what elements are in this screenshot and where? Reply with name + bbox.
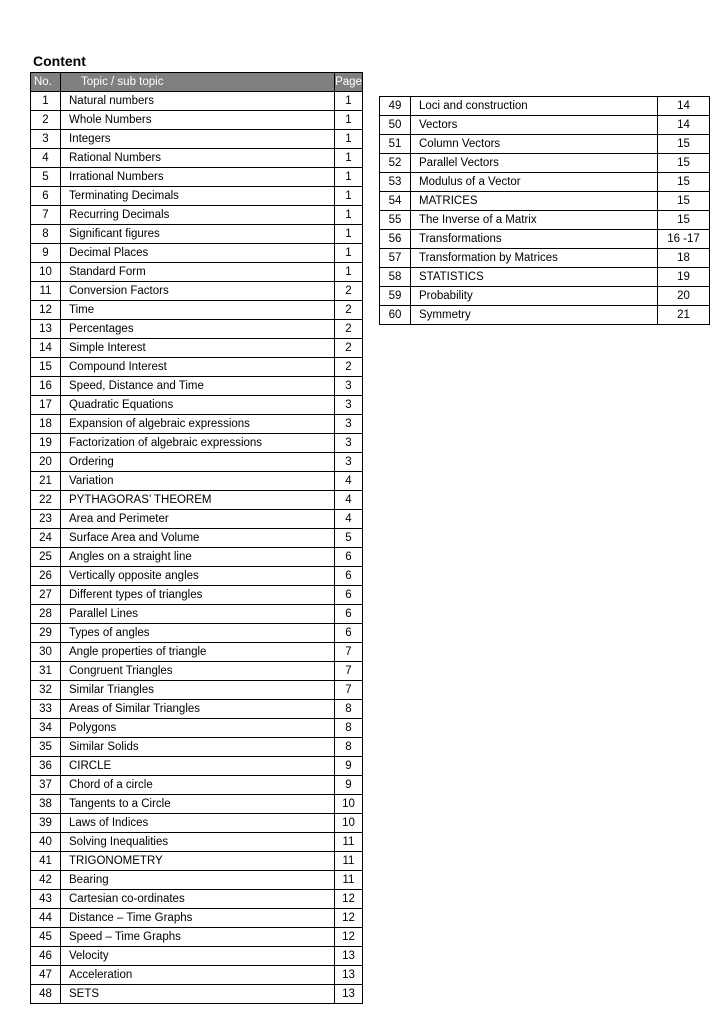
row-number: 29	[31, 624, 61, 643]
row-page: 6	[335, 548, 363, 567]
table-row	[380, 249, 710, 268]
row-page: 4	[335, 472, 363, 491]
row-topic: The Inverse of a Matrix	[411, 211, 658, 230]
row-page: 3	[335, 377, 363, 396]
row-page: 19	[658, 268, 710, 287]
row-number: 58	[380, 268, 411, 287]
row-topic: Similar Solids	[61, 738, 335, 757]
table-row	[31, 662, 363, 681]
table-row	[31, 434, 363, 453]
row-topic: Percentages	[61, 320, 335, 339]
row-page: 12	[335, 890, 363, 909]
table-row	[31, 377, 363, 396]
row-page: 2	[335, 301, 363, 320]
table-row	[31, 92, 363, 111]
row-page: 10	[335, 795, 363, 814]
row-topic: Vectors	[411, 116, 658, 135]
row-page: 18	[658, 249, 710, 268]
row-topic: Velocity	[61, 947, 335, 966]
row-page: 6	[335, 605, 363, 624]
row-page: 10	[335, 814, 363, 833]
row-page: 1	[335, 168, 363, 187]
row-topic: MATRICES	[411, 192, 658, 211]
table-row	[31, 453, 363, 472]
row-page: 11	[335, 871, 363, 890]
table-row	[31, 719, 363, 738]
row-number: 52	[380, 154, 411, 173]
row-number: 48	[31, 985, 61, 1004]
row-topic: Area and Perimeter	[61, 510, 335, 529]
row-page: 3	[335, 453, 363, 472]
table-row	[31, 871, 363, 890]
row-topic: Different types of triangles	[61, 586, 335, 605]
table-row	[380, 173, 710, 192]
row-topic: Terminating Decimals	[61, 187, 335, 206]
row-topic: Speed, Distance and Time	[61, 377, 335, 396]
row-number: 1	[31, 92, 61, 111]
row-page: 1	[335, 111, 363, 130]
row-topic: CIRCLE	[61, 757, 335, 776]
row-page: 9	[335, 757, 363, 776]
row-page: 6	[335, 586, 363, 605]
table-row	[380, 230, 710, 249]
row-topic: Transformation by Matrices	[411, 249, 658, 268]
table-row	[31, 985, 363, 1004]
row-page: 11	[335, 852, 363, 871]
row-number: 26	[31, 567, 61, 586]
table-row	[380, 192, 710, 211]
row-topic: Surface Area and Volume	[61, 529, 335, 548]
table-row	[31, 111, 363, 130]
row-page: 8	[335, 700, 363, 719]
row-topic: Ordering	[61, 453, 335, 472]
row-page: 1	[335, 206, 363, 225]
row-number: 11	[31, 282, 61, 301]
row-number: 55	[380, 211, 411, 230]
row-topic: Parallel Lines	[61, 605, 335, 624]
row-page: 13	[335, 966, 363, 985]
row-page: 1	[335, 263, 363, 282]
row-page: 20	[658, 287, 710, 306]
table-row	[31, 605, 363, 624]
header-page: Page	[335, 73, 363, 92]
row-number: 21	[31, 472, 61, 491]
row-topic: Tangents to a Circle	[61, 795, 335, 814]
row-topic: STATISTICS	[411, 268, 658, 287]
row-topic: Congruent Triangles	[61, 662, 335, 681]
row-page: 9	[335, 776, 363, 795]
table-row	[31, 586, 363, 605]
row-page: 12	[335, 928, 363, 947]
row-page: 3	[335, 396, 363, 415]
table-row	[31, 795, 363, 814]
row-number: 33	[31, 700, 61, 719]
row-page: 1	[335, 187, 363, 206]
table-row	[380, 268, 710, 287]
table-row	[31, 244, 363, 263]
row-number: 59	[380, 287, 411, 306]
row-page: 2	[335, 358, 363, 377]
row-page: 14	[658, 116, 710, 135]
row-page: 7	[335, 643, 363, 662]
table-row	[31, 339, 363, 358]
row-number: 40	[31, 833, 61, 852]
row-number: 51	[380, 135, 411, 154]
row-topic: Distance – Time Graphs	[61, 909, 335, 928]
row-topic: Types of angles	[61, 624, 335, 643]
row-topic: PYTHAGORAS’ THEOREM	[61, 491, 335, 510]
row-page: 3	[335, 415, 363, 434]
table-row	[31, 396, 363, 415]
row-page: 15	[658, 173, 710, 192]
row-topic: Angles on a straight line	[61, 548, 335, 567]
row-topic: Laws of Indices	[61, 814, 335, 833]
table-row	[380, 116, 710, 135]
row-topic: Parallel Vectors	[411, 154, 658, 173]
row-page: 6	[335, 567, 363, 586]
table-row	[31, 491, 363, 510]
row-topic: Compound Interest	[61, 358, 335, 377]
row-number: 22	[31, 491, 61, 510]
table-row	[31, 187, 363, 206]
row-number: 35	[31, 738, 61, 757]
row-topic: Polygons	[61, 719, 335, 738]
row-page: 1	[335, 92, 363, 111]
table-row	[380, 306, 710, 325]
row-topic: Whole Numbers	[61, 111, 335, 130]
row-topic: Acceleration	[61, 966, 335, 985]
row-topic: SETS	[61, 985, 335, 1004]
table-row	[31, 776, 363, 795]
row-topic: Symmetry	[411, 306, 658, 325]
row-page: 12	[335, 909, 363, 928]
table-row	[31, 415, 363, 434]
row-topic: Angle properties of triangle	[61, 643, 335, 662]
row-topic: Natural numbers	[61, 92, 335, 111]
row-number: 39	[31, 814, 61, 833]
table-header-row	[31, 73, 363, 92]
row-topic: Simple Interest	[61, 339, 335, 358]
row-number: 23	[31, 510, 61, 529]
table-row	[31, 947, 363, 966]
table-row	[31, 529, 363, 548]
row-number: 18	[31, 415, 61, 434]
row-page: 13	[335, 985, 363, 1004]
table-row	[31, 852, 363, 871]
row-number: 15	[31, 358, 61, 377]
contents-table-left	[30, 72, 363, 1004]
table-row	[31, 909, 363, 928]
row-topic: Quadratic Equations	[61, 396, 335, 415]
row-number: 42	[31, 871, 61, 890]
row-number: 24	[31, 529, 61, 548]
table-row	[31, 757, 363, 776]
row-topic: Chord of a circle	[61, 776, 335, 795]
page-title: Content	[33, 53, 86, 69]
row-number: 9	[31, 244, 61, 263]
row-topic: Variation	[61, 472, 335, 491]
row-topic: Standard Form	[61, 263, 335, 282]
row-topic: Solving Inequalities	[61, 833, 335, 852]
row-topic: Cartesian co-ordinates	[61, 890, 335, 909]
table-row	[31, 282, 363, 301]
table-row	[31, 225, 363, 244]
row-topic: Speed – Time Graphs	[61, 928, 335, 947]
row-number: 38	[31, 795, 61, 814]
row-number: 12	[31, 301, 61, 320]
row-number: 14	[31, 339, 61, 358]
row-page: 14	[658, 97, 710, 116]
row-number: 47	[31, 966, 61, 985]
row-topic: Modulus of a Vector	[411, 173, 658, 192]
table-row	[31, 320, 363, 339]
row-number: 13	[31, 320, 61, 339]
table-row	[31, 472, 363, 491]
table-row	[31, 168, 363, 187]
table-row	[31, 928, 363, 947]
row-number: 57	[380, 249, 411, 268]
row-number: 7	[31, 206, 61, 225]
row-number: 49	[380, 97, 411, 116]
table-row	[31, 890, 363, 909]
table-row	[31, 643, 363, 662]
table-row	[380, 287, 710, 306]
row-page: 15	[658, 192, 710, 211]
row-number: 32	[31, 681, 61, 700]
row-page: 5	[335, 529, 363, 548]
row-page: 13	[335, 947, 363, 966]
row-number: 50	[380, 116, 411, 135]
row-topic: TRIGONOMETRY	[61, 852, 335, 871]
table-row	[31, 510, 363, 529]
row-number: 53	[380, 173, 411, 192]
row-number: 16	[31, 377, 61, 396]
row-number: 8	[31, 225, 61, 244]
row-number: 27	[31, 586, 61, 605]
row-topic: Probability	[411, 287, 658, 306]
row-topic: Expansion of algebraic expressions	[61, 415, 335, 434]
row-page: 2	[335, 320, 363, 339]
row-topic: Rational Numbers	[61, 149, 335, 168]
row-topic: Bearing	[61, 871, 335, 890]
row-topic: Vertically opposite angles	[61, 567, 335, 586]
row-topic: Recurring Decimals	[61, 206, 335, 225]
row-number: 20	[31, 453, 61, 472]
row-number: 43	[31, 890, 61, 909]
row-number: 54	[380, 192, 411, 211]
table-row	[380, 135, 710, 154]
table-row	[31, 833, 363, 852]
row-topic: Integers	[61, 130, 335, 149]
row-page: 7	[335, 662, 363, 681]
row-number: 28	[31, 605, 61, 624]
header-topic: Topic / sub topic	[61, 73, 335, 92]
row-page: 15	[658, 135, 710, 154]
row-page: 2	[335, 282, 363, 301]
table-row	[31, 263, 363, 282]
row-number: 4	[31, 149, 61, 168]
row-page: 6	[335, 624, 363, 643]
table-row	[380, 97, 710, 116]
row-number: 3	[31, 130, 61, 149]
row-number: 45	[31, 928, 61, 947]
row-number: 46	[31, 947, 61, 966]
row-page: 1	[335, 225, 363, 244]
row-page: 1	[335, 244, 363, 263]
row-number: 31	[31, 662, 61, 681]
row-number: 37	[31, 776, 61, 795]
table-row	[31, 966, 363, 985]
row-topic: Time	[61, 301, 335, 320]
row-page: 4	[335, 510, 363, 529]
contents-table-right	[379, 96, 710, 325]
row-page: 1	[335, 130, 363, 149]
table-row	[31, 206, 363, 225]
header-no: No.	[31, 73, 61, 92]
table-row	[31, 567, 363, 586]
row-number: 6	[31, 187, 61, 206]
row-number: 2	[31, 111, 61, 130]
row-page: 8	[335, 719, 363, 738]
row-number: 36	[31, 757, 61, 776]
table-row	[31, 358, 363, 377]
row-page: 4	[335, 491, 363, 510]
table-row	[31, 301, 363, 320]
row-number: 44	[31, 909, 61, 928]
row-number: 25	[31, 548, 61, 567]
row-number: 10	[31, 263, 61, 282]
row-number: 5	[31, 168, 61, 187]
row-topic: Similar Triangles	[61, 681, 335, 700]
row-page: 3	[335, 434, 363, 453]
row-topic: Irrational Numbers	[61, 168, 335, 187]
row-topic: Loci and construction	[411, 97, 658, 116]
row-page: 16 -17	[658, 230, 710, 249]
row-topic: Transformations	[411, 230, 658, 249]
table-row	[31, 548, 363, 567]
row-number: 17	[31, 396, 61, 415]
table-row	[31, 738, 363, 757]
row-topic: Factorization of algebraic expressions	[61, 434, 335, 453]
table-row	[380, 154, 710, 173]
row-topic: Conversion Factors	[61, 282, 335, 301]
row-topic: Decimal Places	[61, 244, 335, 263]
row-number: 30	[31, 643, 61, 662]
row-topic: Significant figures	[61, 225, 335, 244]
row-topic: Column Vectors	[411, 135, 658, 154]
row-page: 11	[335, 833, 363, 852]
row-page: 1	[335, 149, 363, 168]
row-number: 34	[31, 719, 61, 738]
row-page: 2	[335, 339, 363, 358]
table-row	[31, 700, 363, 719]
row-page: 21	[658, 306, 710, 325]
row-page: 15	[658, 154, 710, 173]
row-number: 19	[31, 434, 61, 453]
table-row	[380, 211, 710, 230]
row-topic: Areas of Similar Triangles	[61, 700, 335, 719]
row-page: 8	[335, 738, 363, 757]
row-number: 60	[380, 306, 411, 325]
row-number: 41	[31, 852, 61, 871]
table-row	[31, 681, 363, 700]
table-row	[31, 149, 363, 168]
table-row	[31, 624, 363, 643]
table-row	[31, 814, 363, 833]
row-page: 15	[658, 211, 710, 230]
row-number: 56	[380, 230, 411, 249]
table-row	[31, 130, 363, 149]
row-page: 7	[335, 681, 363, 700]
